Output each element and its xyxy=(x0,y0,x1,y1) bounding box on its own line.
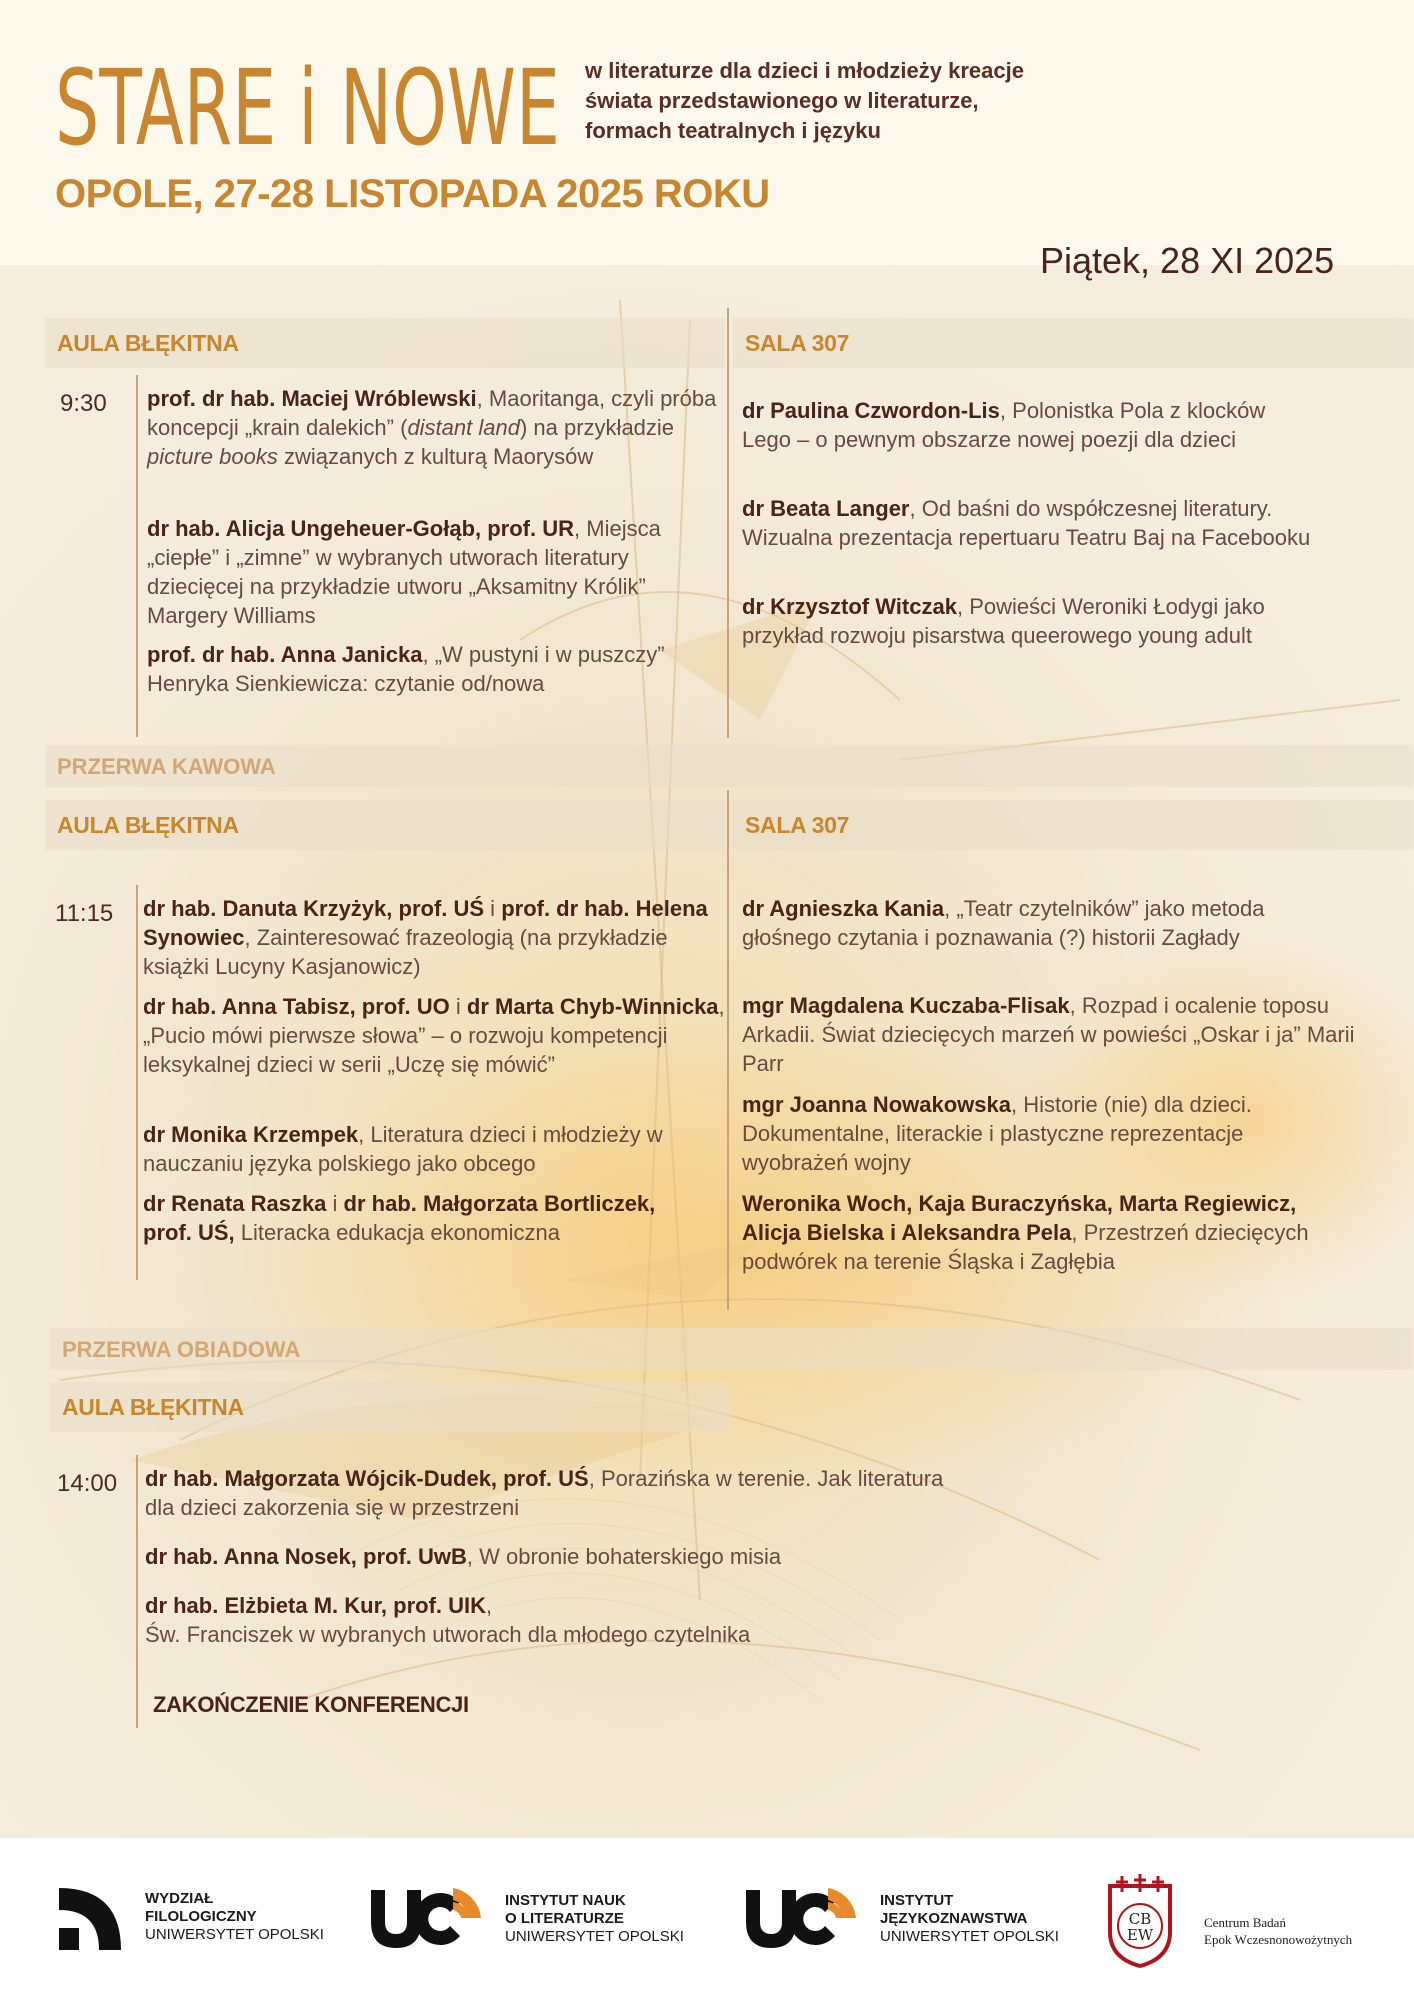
logo-text: WYDZIAŁ xyxy=(145,1890,214,1907)
talk-speaker: dr hab. Małgorzata Bortliczek, prof. UŚ, xyxy=(143,1191,656,1245)
separator: , xyxy=(574,516,587,541)
talk-item xyxy=(143,1120,725,1178)
talk-title: W obronie bohaterskiego misia xyxy=(479,1544,782,1569)
talk-item xyxy=(742,396,1302,454)
conjunction: i xyxy=(449,994,467,1019)
logo-wydzial-filologiczny xyxy=(55,1880,355,1960)
room-label: SALA 307 xyxy=(745,330,850,356)
talk-speaker: dr Beata Langer xyxy=(742,496,910,521)
talk-item xyxy=(742,494,1312,552)
separator: , xyxy=(1071,1220,1084,1245)
subtitle-line: w literaturze dla dzieci i młodzieży kreacje xyxy=(585,58,1024,83)
talk-speaker: dr hab. Alicja Ungeheuer-Gołąb, prof. UR xyxy=(147,516,575,541)
logo-cbew xyxy=(1100,1872,1380,1972)
talk-item xyxy=(147,514,725,630)
talk-item xyxy=(145,1542,1145,1571)
conference-closing: ZAKOŃCZENIE KONFERENCJI xyxy=(153,1692,469,1717)
talk-speaker: prof. dr hab. Maciej Wróblewski xyxy=(147,386,477,411)
separator: , xyxy=(422,642,435,667)
talk-title: Św. Franciszek w wybranych utworach dla młodego czytelnika xyxy=(145,1622,751,1647)
talk-title: Polonistka Pola z klocków Lego – o pewnym obszarze nowej poezji dla dzieci xyxy=(742,398,1266,452)
separator: , xyxy=(588,1466,601,1491)
talk-speaker: dr Marta Chyb-Winnicka xyxy=(466,994,719,1019)
separator: , xyxy=(944,896,957,921)
separator: , xyxy=(466,1544,480,1569)
svg-text:EW: EW xyxy=(1126,1926,1154,1944)
session-time: 14:00 xyxy=(57,1470,118,1497)
talk-title: Literatura dzieci i młodzieży w nauczaniu języka polskiego jako obcego xyxy=(143,1122,663,1176)
separator: , xyxy=(718,994,725,1019)
day-heading: Piątek, 28 XI 2025 xyxy=(1040,240,1335,281)
room-label: AULA BŁĘKITNA xyxy=(57,330,239,356)
logo-text: O LITERATURZE xyxy=(505,1910,624,1927)
logo-instytut-nauk-o-literaturze xyxy=(365,1880,695,1960)
talk-speaker: mgr Magdalena Kuczaba-Flisak xyxy=(742,993,1070,1018)
conference-subtitle xyxy=(585,56,1185,146)
break-label: PRZERWA KAWOWA xyxy=(57,754,276,779)
room-header-aula xyxy=(45,318,725,368)
column-divider xyxy=(727,308,729,738)
logo-text: FILOLOGICZNY xyxy=(145,1908,257,1925)
logo-text: UNIWERSYTET OPOLSKI xyxy=(505,1928,684,1945)
separator: , xyxy=(1069,993,1082,1018)
talk-title: Literacka edukacja ekonomiczna xyxy=(240,1220,560,1245)
talk-title: Miejsca „ciepłe” i „zimne” w wybranych utworach literatury dziecięcej na przykładzie utworu „Aksamitny Królik” Margery Williams xyxy=(147,516,661,628)
room-header-sala xyxy=(733,318,1413,368)
place-date: OPOLE, 27-28 LISTOPADA 2025 ROKU xyxy=(55,172,770,216)
logo-text: STARE i NOWE xyxy=(55,47,560,162)
separator: , xyxy=(1010,1092,1024,1117)
session-time: 9:30 xyxy=(60,390,107,417)
room-label: AULA BŁĘKITNA xyxy=(62,1394,244,1420)
talk-speaker: Weronika Woch, Kaja Buraczyńska, Marta Regiewicz, Alicja Bielska i Aleksandra Pela xyxy=(742,1191,1297,1245)
talk-item xyxy=(143,1189,703,1247)
talk-speaker: dr Monika Krzempek xyxy=(143,1122,359,1147)
svg-text:CB: CB xyxy=(1128,1910,1152,1928)
talk-speaker: prof. dr hab. Helena Synowiec xyxy=(143,896,708,950)
time-rule xyxy=(136,1455,138,1728)
talk-title: Rozpad i ocalenie toposu Arkadii. Świat dziecięcych marzeń w powieści „Oskar i ja” Marii Parr xyxy=(742,993,1355,1076)
talk-speaker: dr Renata Raszka xyxy=(143,1191,327,1216)
uo-mark-icon xyxy=(740,1880,860,1950)
talk-speaker: dr Krzysztof Witczak xyxy=(742,594,957,619)
logo-text: UNIWERSYTET OPOLSKI xyxy=(880,1928,1059,1945)
cbew-crest-icon xyxy=(1100,1872,1180,1968)
coffee-break xyxy=(45,745,1413,787)
talk-title: Powieści Weroniki Łodygi jako przykład rozwoju pisarstwa queerowego young adult xyxy=(742,594,1265,648)
time-rule xyxy=(136,375,138,737)
talk-title: dla dzieci zakorzenia się w przestrzeni xyxy=(145,1495,520,1520)
talk-speaker: dr Paulina Czwordon-Lis xyxy=(742,398,1000,423)
time-rule xyxy=(136,885,138,1280)
column-divider xyxy=(727,790,729,1310)
logo-text: INSTYTUT xyxy=(880,1892,954,1909)
room-header-aula xyxy=(50,1382,730,1432)
talk-title: „Teatr czytelników” jako metoda głośnego czytania i poznawania (?) historii Zagłady xyxy=(742,896,1265,950)
subtitle-line: świata przedstawionego w literaturze, xyxy=(585,88,979,113)
logo-text: Epok Wczesnonowożytnych xyxy=(1204,1932,1353,1947)
talk-speaker: dr Agnieszka Kania xyxy=(742,896,945,921)
conjunction: i xyxy=(484,896,502,921)
room-header-aula xyxy=(45,800,725,850)
separator: , xyxy=(476,386,489,411)
talk-item xyxy=(143,894,725,981)
talk-title: „Pucio mówi pierwsze słowa” – o rozwoju kompetencji leksykalnej dzieci w serii „Uczę się mówić” xyxy=(143,1023,668,1077)
talk-speaker: dr hab. Danuta Krzyżyk, prof. UŚ xyxy=(143,896,485,921)
talk-item xyxy=(742,1189,1327,1276)
talk-title: Przestrzeń dziecięcych podwórek na terenie Śląska i Zagłębia xyxy=(742,1220,1309,1274)
separator: , xyxy=(486,1593,493,1618)
talk-title: Od baśni do współczesnej literatury. Wizualna prezentacja repertuaru Teatru Baj na Facebooku xyxy=(742,496,1311,550)
logo-instytut-jezykoznawstwa xyxy=(740,1880,1080,1960)
room-label: SALA 307 xyxy=(745,812,850,838)
separator: , xyxy=(909,496,922,521)
talk-speaker: dr hab. Anna Tabisz, prof. UO xyxy=(143,994,450,1019)
talk-speaker: dr hab. Małgorzata Wójcik-Dudek, prof. UŚ xyxy=(145,1466,589,1491)
wf-mark-icon xyxy=(55,1884,125,1954)
talk-item xyxy=(742,1090,1342,1177)
room-header-sala xyxy=(733,800,1413,850)
talk-item xyxy=(147,384,722,471)
talk-title: Zainteresować frazeologią (na przykładzie książki Lucyny Kasjanowicz) xyxy=(143,925,668,979)
talk-item xyxy=(147,640,707,698)
talk-item xyxy=(143,992,725,1079)
talk-title: „W pustyni i w puszczy” Henryka Sienkiewicza: czytanie od/nowa xyxy=(147,642,665,696)
separator: , xyxy=(999,398,1013,423)
subtitle-line: formach teatralnych i języku xyxy=(585,118,881,143)
talk-title: związanych z kulturą Maorysów xyxy=(277,444,594,469)
logo-text: INSTYTUT NAUK xyxy=(505,1892,626,1909)
talk-speaker: dr hab. Elżbieta M. Kur, prof. UIK xyxy=(145,1593,487,1618)
conference-logo xyxy=(55,42,575,162)
talk-speaker: mgr Joanna Nowakowska xyxy=(742,1092,1011,1117)
break-label: PRZERWA OBIADOWA xyxy=(62,1337,301,1362)
talk-title: ) na przykładzie xyxy=(519,415,675,440)
talk-item xyxy=(742,894,1302,952)
talk-item xyxy=(742,991,1357,1078)
logo-text: Centrum Badań xyxy=(1204,1915,1286,1930)
uo-mark-icon xyxy=(365,1880,485,1950)
separator: , xyxy=(956,594,970,619)
logo-text: JĘZYKOZNAWSTWA xyxy=(880,1910,1028,1927)
separator: , xyxy=(358,1122,371,1147)
lunch-break xyxy=(50,1328,1413,1370)
logo-text: UNIWERSYTET OPOLSKI xyxy=(145,1926,324,1943)
talk-title: Historie (nie) dla dzieci. Dokumentalne, literackie i plastyczne reprezentacje wyobrażeń wojny xyxy=(742,1092,1252,1175)
talk-item xyxy=(742,592,1312,650)
separator: , xyxy=(244,925,257,950)
room-label: AULA BŁĘKITNA xyxy=(57,812,239,838)
talk-title: Porazińska w terenie. Jak literatura xyxy=(600,1466,944,1491)
talk-title: Maoritanga, czyli próba koncepcji „krain dalekich” ( xyxy=(147,386,717,440)
talk-speaker: dr hab. Anna Nosek, prof. UwB xyxy=(145,1544,467,1569)
talk-speaker: prof. dr hab. Anna Janicka xyxy=(147,642,423,667)
conjunction: i xyxy=(326,1191,344,1216)
talk-item xyxy=(145,1464,1145,1522)
talk-title-italic: distant land xyxy=(407,415,520,440)
talk-item xyxy=(145,1591,1145,1649)
session-time: 11:15 xyxy=(55,900,114,927)
talk-title-italic: picture books xyxy=(147,444,278,469)
